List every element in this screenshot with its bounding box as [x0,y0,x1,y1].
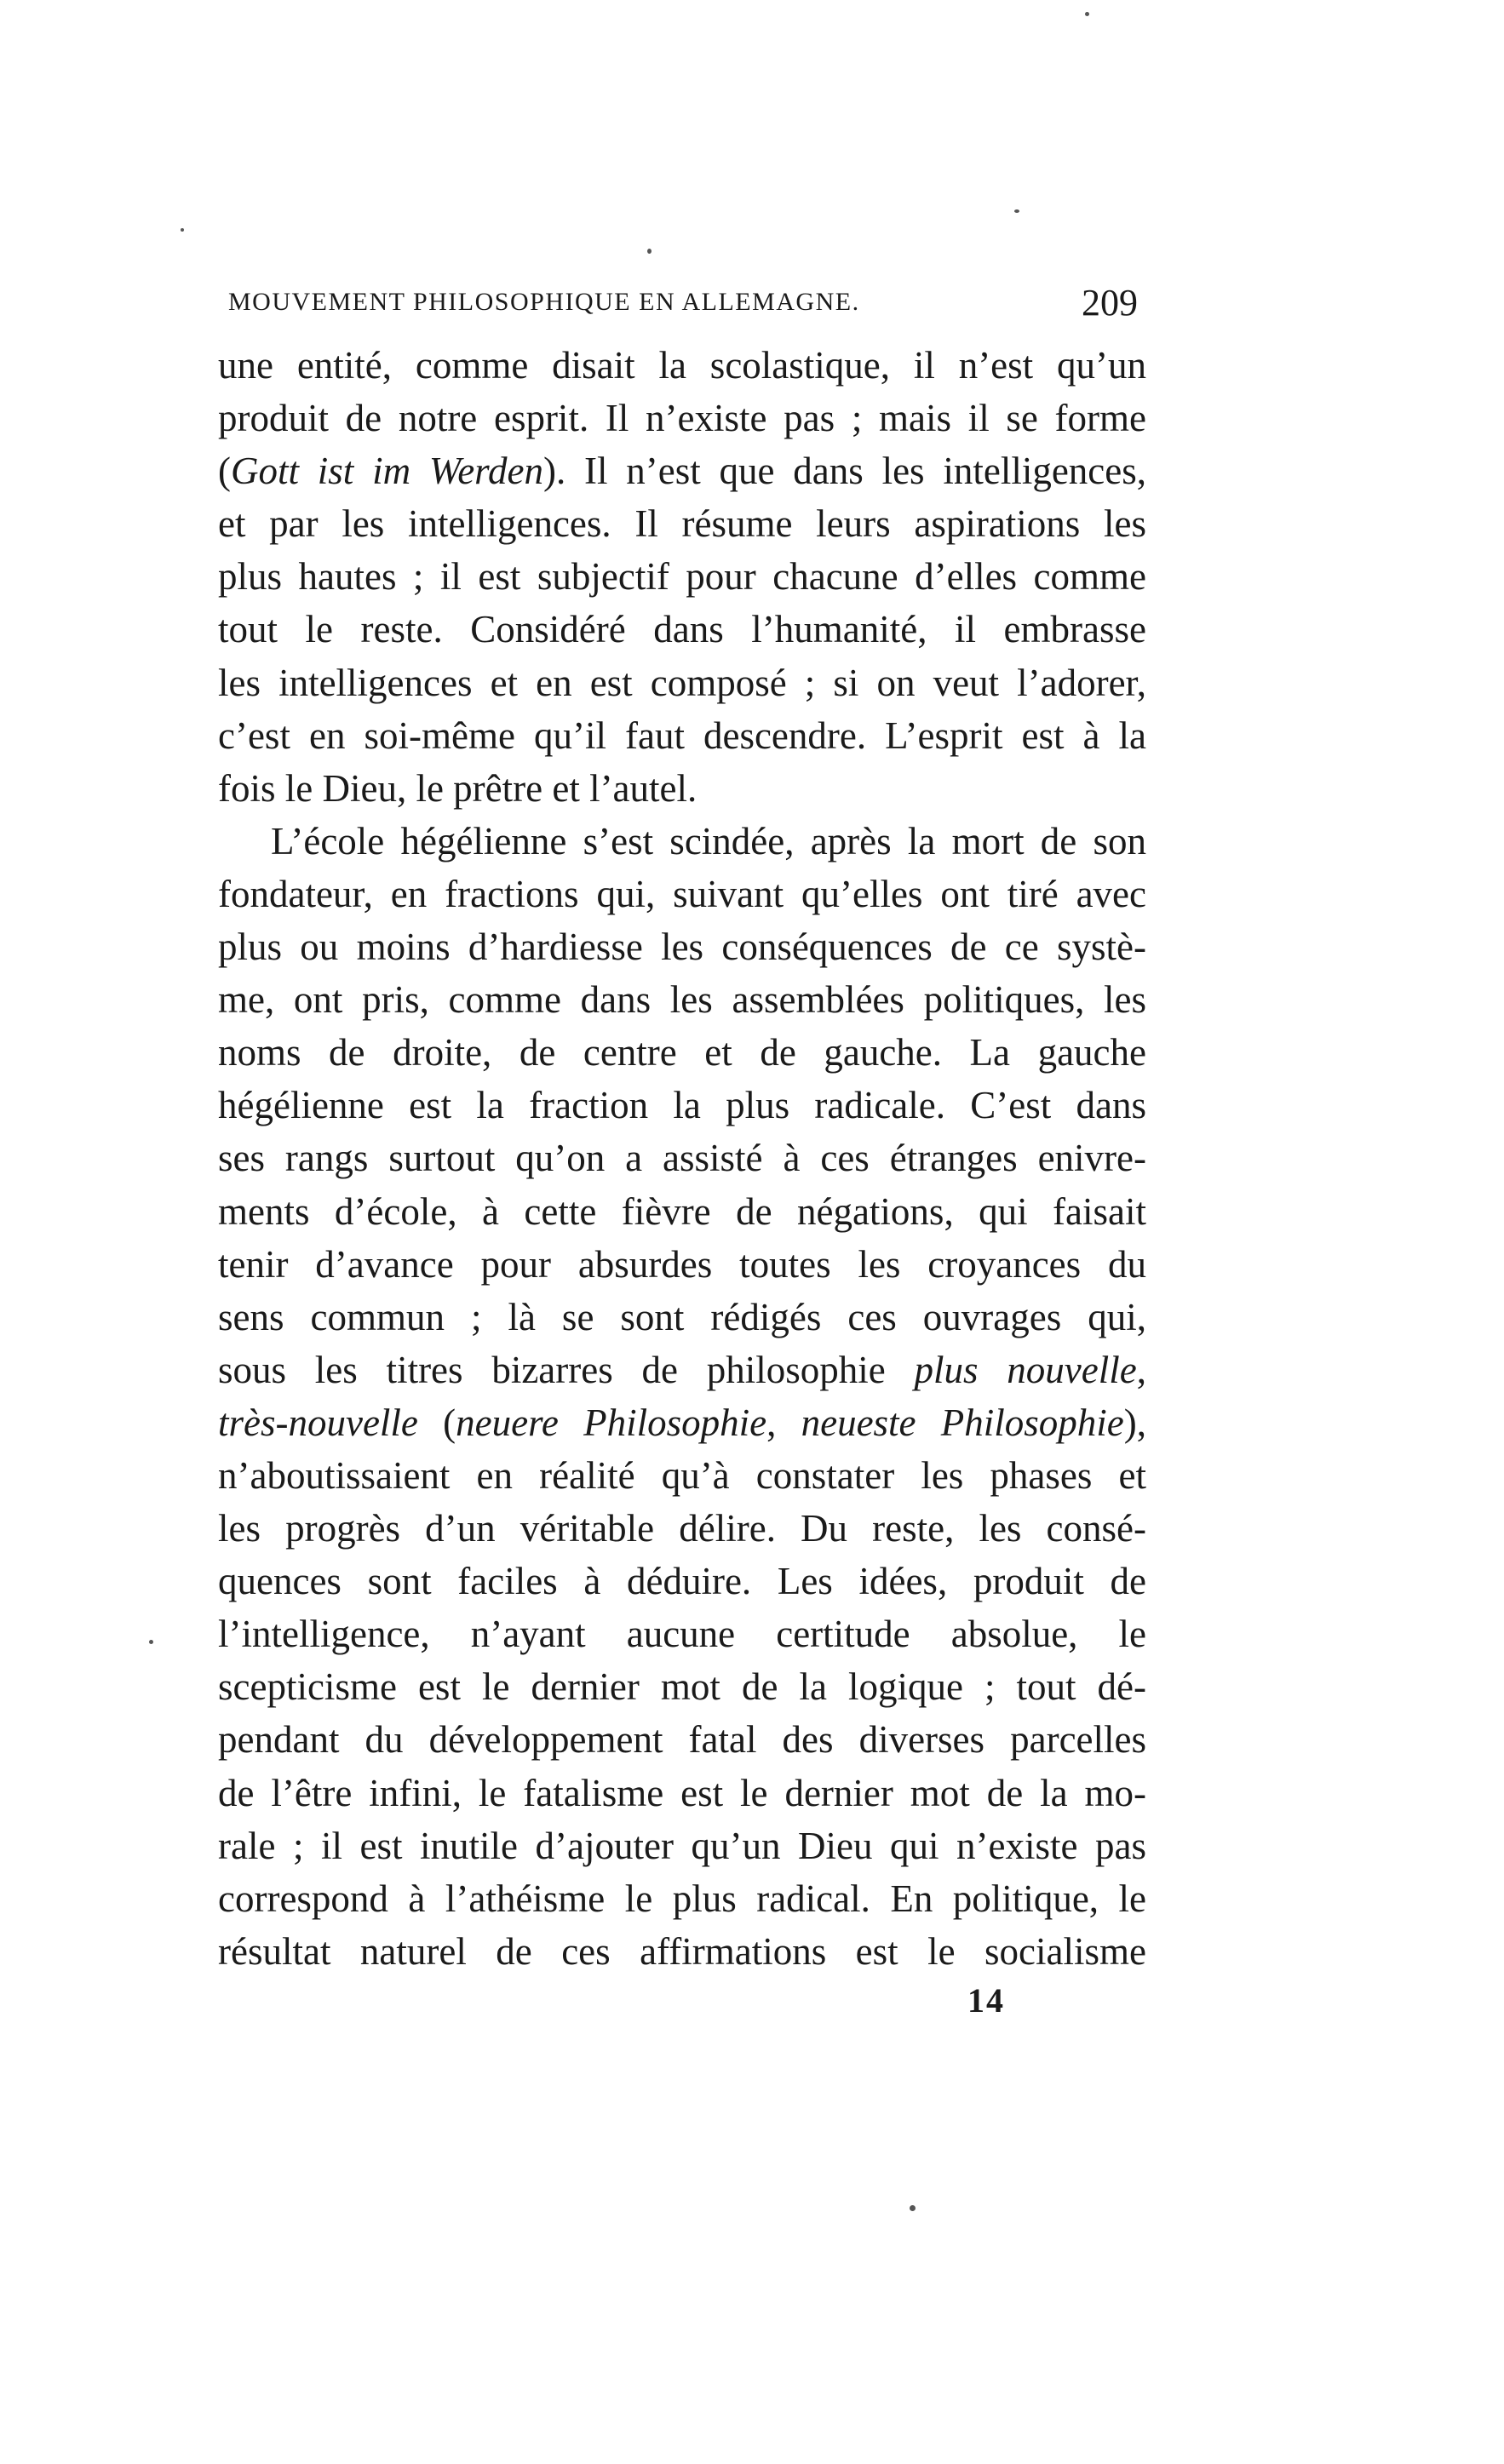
text-line: L’école hégélienne s’est scindée, après la mort de son [271,819,1146,862]
text-line: très-nouvelle (neuere Philosophie, neueste Philosophie), [218,1401,1146,1444]
text-line: c’est en soi-même qu’il faut descendre. L’esprit est à la [218,713,1146,757]
text-line: scepticisme est le dernier mot de la logique ; tout dé- [218,1665,1146,1709]
text-line: pendant du développement fatal des diverses parcelles [218,1718,1146,1762]
page-header [228,281,1138,329]
print-speck [910,2205,916,2211]
text-line: tenir d’avance pour absurdes toutes les croyances du [218,1242,1146,1286]
text-line: hégélienne est la fraction la plus radicale. C’est dans [218,1084,1146,1127]
text-line: fois le Dieu, le prêtre et l’autel. [218,766,697,810]
text-line: rale ; il est inutile d’ajouter qu’un Dieu qui n’existe pas [218,1824,1146,1867]
text-line: les intelligences et en est composé ; si on veut l’adorer, [218,661,1146,704]
text-line: tout le reste. Considéré dans l’humanité, il embrasse [218,608,1146,651]
signature-mark: 14 [967,1981,1005,2020]
text-line: n’aboutissaient en réalité qu’à constater les phases et [218,1453,1146,1497]
text-line: noms de droite, de centre et de gauche. La gauche [218,1031,1146,1074]
text-line: ses rangs surtout qu’on a assisté à ces étranges enivre- [218,1137,1146,1180]
text-line: résultat naturel de ces affirmations est le socialisme [218,1929,1146,1973]
text-line: de l’être infini, le fatalisme est le dernier mot de la mo- [218,1771,1146,1814]
text-line: fondateur, en fractions qui, suivant qu’elles ont tiré avec [218,872,1146,915]
text-line: les progrès d’un véritable délire. Du reste, les consé- [218,1507,1146,1550]
text-line: me, ont pris, comme dans les assemblées politiques, les [218,978,1146,1022]
body-text [218,339,1146,1978]
text-line: sens commun ; là se sont rédigés ces ouvrages qui, [218,1295,1146,1338]
running-head: MOUVEMENT PHILOSOPHIQUE EN ALLEMAGNE. [228,288,860,316]
print-speck [1085,12,1089,16]
text-line: ments d’école, à cette fièvre de négations, qui faisait [218,1189,1146,1233]
text-line: plus hautes ; il est subjectif pour chacune d’elles comme [218,555,1146,599]
text-line: plus ou moins d’hardiesse les conséquences de ce systè- [218,925,1146,969]
print-speck [1014,209,1019,213]
print-speck [149,1640,153,1644]
text-line: l’intelligence, n’ayant aucune certitude absolue, le [218,1613,1146,1656]
text-line: quences sont faciles à déduire. Les idées, produit de [218,1560,1146,1603]
text-line: produit de notre esprit. Il n’existe pas ; mais il se forme [218,397,1146,440]
print-speck [181,228,184,232]
text-line: une entité, comme disait la scolastique, il n’est qu’un [218,344,1146,387]
text-line: et par les intelligences. Il résume leurs aspirations les [218,502,1146,546]
text-line: (Gott ist im Werden). Il n’est que dans les intelligences, [218,450,1147,493]
text-line: correspond à l’athéisme le plus radical. En politique, le [218,1877,1146,1920]
page-number: 209 [1082,282,1138,324]
print-speck [647,249,652,254]
text-line: sous les titres bizarres de philosophie plus nouvelle, [218,1348,1146,1391]
